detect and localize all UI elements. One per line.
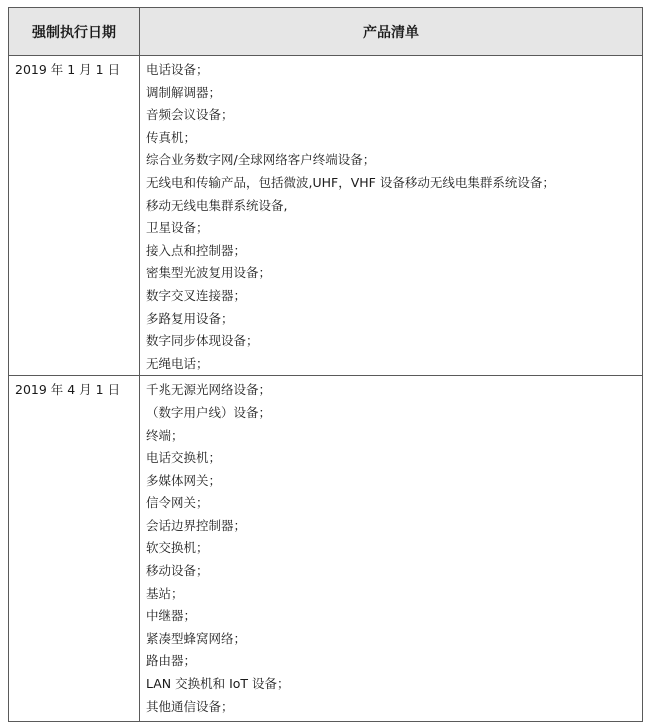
product-list — [146, 379, 642, 718]
list-item: 多路复用设备； — [146, 310, 234, 326]
list-item: 音频会议设备； — [146, 107, 234, 123]
list-item: 路由器； — [146, 653, 197, 669]
list-item: 接入点和控制器； — [146, 242, 247, 258]
list-item: 信令网关； — [146, 495, 209, 511]
list-item: 移动设备； — [146, 563, 209, 579]
header-enforcement-date: 强制执行日期 — [9, 8, 140, 56]
list-item: 基站； — [146, 585, 184, 601]
list-item: 综合业务数字网/全球网络客户终端设备； — [146, 152, 376, 168]
table-row — [9, 376, 643, 722]
list-item: （数字用户线）设备； — [146, 404, 272, 420]
list-item: 无线电和传输产品，包括微波,UHF，VHF 设备移动无线电集群系统设备； — [146, 174, 555, 190]
date-cell: 2019 年 4 月 1 日 — [9, 376, 140, 722]
list-item: 会话边界控制器； — [146, 517, 247, 533]
table-header-row — [9, 8, 643, 56]
list-item: 其他通信设备； — [146, 698, 234, 714]
list-item: 调制解调器； — [146, 84, 222, 100]
list-item: 多媒体网关； — [146, 472, 222, 488]
list-item: 移动无线电集群系统设备, — [146, 197, 288, 213]
list-item: 软交换机； — [146, 540, 209, 556]
list-item: 卫星设备； — [146, 220, 209, 236]
list-item: 紧凑型蜂窝网络； — [146, 630, 247, 646]
list-item: 中继器； — [146, 608, 197, 624]
list-item: LAN 交换机和 IoT 设备； — [146, 676, 290, 692]
list-item: 数字交叉连接器； — [146, 287, 247, 303]
list-item: 无绳电话； — [146, 355, 209, 371]
header-product-list: 产品清单 — [140, 8, 643, 56]
list-item: 数字同步体现设备； — [146, 333, 259, 349]
list-item: 终端； — [146, 427, 184, 443]
table-row — [9, 56, 643, 376]
date-cell: 2019 年 1 月 1 日 — [9, 56, 140, 376]
list-item: 密集型光波复用设备； — [146, 265, 272, 281]
items-cell — [140, 376, 643, 722]
list-item: 千兆无源光网络设备； — [146, 382, 272, 398]
items-cell — [140, 56, 643, 376]
list-item: 电话设备； — [146, 62, 209, 77]
product-schedule-table — [8, 7, 643, 722]
list-item: 电话交换机； — [146, 450, 222, 466]
product-list — [146, 59, 642, 375]
list-item: 传真机； — [146, 129, 197, 145]
